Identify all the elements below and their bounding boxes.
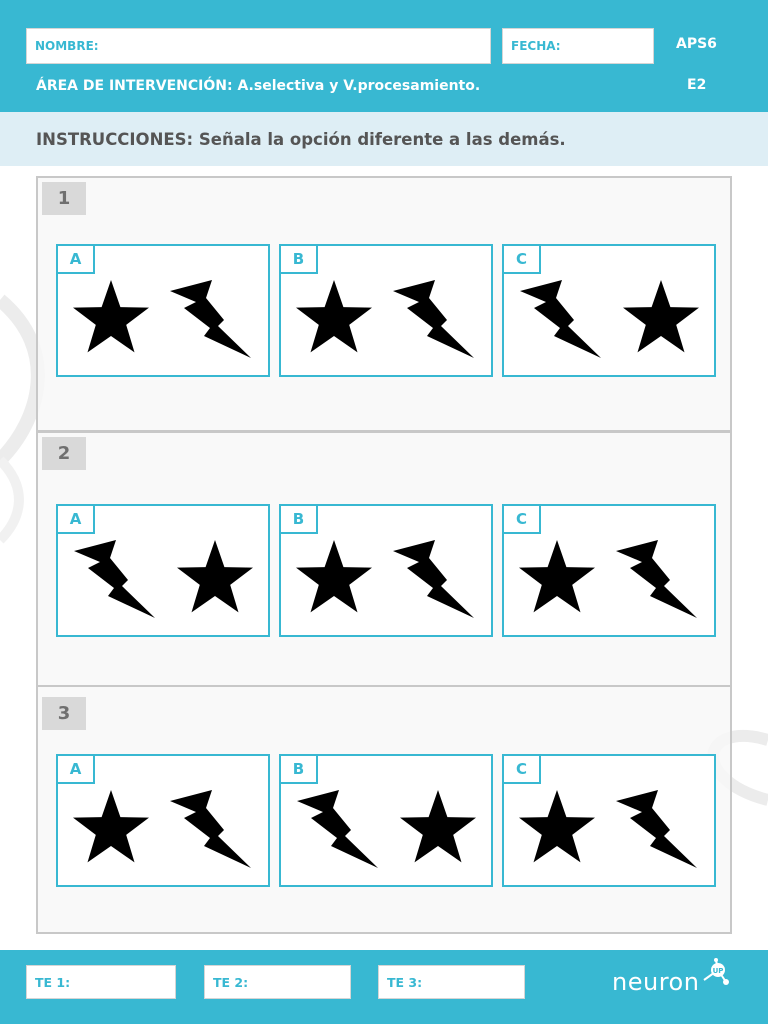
instructions-text: INSTRUCCIONES: Señala la opción diferente a las demás. — [36, 130, 566, 149]
option-label: A — [58, 506, 95, 534]
option-label: A — [58, 756, 95, 784]
option-3c[interactable] — [502, 754, 716, 887]
exercise-number: 2 — [42, 437, 86, 470]
te1-field[interactable] — [26, 965, 176, 999]
exercise-number: 1 — [42, 182, 86, 215]
lightning-bolt-icon — [168, 278, 254, 360]
exercise-code: E2 — [687, 77, 707, 93]
te2-field[interactable] — [204, 965, 351, 999]
option-label: A — [58, 246, 95, 274]
option-1c[interactable] — [502, 244, 716, 377]
option-3a[interactable] — [56, 754, 270, 887]
te3-label: TE 3: — [387, 975, 423, 990]
te3-field[interactable] — [378, 965, 525, 999]
exercise-number: 3 — [42, 697, 86, 730]
area-title: ÁREA DE INTERVENCIÓN: A.selectiva y V.procesamiento. — [36, 78, 481, 94]
star-icon — [618, 276, 704, 358]
star-icon — [291, 276, 377, 358]
lightning-bolt-icon — [72, 538, 158, 620]
star-icon — [395, 786, 481, 868]
name-field[interactable] — [26, 28, 491, 64]
lightning-bolt-icon — [391, 278, 477, 360]
star-icon — [68, 276, 154, 358]
lightning-bolt-icon — [168, 788, 254, 870]
lightning-bolt-icon — [518, 278, 604, 360]
name-label: NOMBRE: — [35, 39, 99, 53]
star-icon — [68, 786, 154, 868]
option-2b[interactable] — [279, 504, 493, 637]
logo-badge-text: UP — [712, 967, 724, 975]
option-1a[interactable] — [56, 244, 270, 377]
star-icon — [291, 536, 377, 618]
option-2a[interactable] — [56, 504, 270, 637]
star-icon — [514, 786, 600, 868]
lightning-bolt-icon — [614, 788, 700, 870]
neuronup-logo-icon — [612, 958, 732, 1000]
option-1b[interactable] — [279, 244, 493, 377]
option-label: C — [504, 246, 541, 274]
option-2c[interactable] — [502, 504, 716, 637]
option-label: C — [504, 756, 541, 784]
exercise-3 — [36, 685, 732, 934]
lightning-bolt-icon — [614, 538, 700, 620]
option-label: B — [281, 756, 318, 784]
lightning-bolt-icon — [295, 788, 381, 870]
option-label: C — [504, 506, 541, 534]
date-field[interactable] — [502, 28, 654, 64]
neuronup-logo-text: neuron — [612, 968, 700, 996]
star-icon — [514, 536, 600, 618]
te1-label: TE 1: — [35, 975, 71, 990]
date-label: FECHA: — [511, 39, 561, 53]
te2-label: TE 2: — [213, 975, 249, 990]
star-icon — [172, 536, 258, 618]
sheet-code: APS6 — [676, 36, 717, 52]
option-label: B — [281, 246, 318, 274]
lightning-bolt-icon — [391, 538, 477, 620]
exercise-2 — [36, 431, 732, 687]
option-3b[interactable] — [279, 754, 493, 887]
exercise-1 — [36, 176, 732, 432]
option-label: B — [281, 506, 318, 534]
